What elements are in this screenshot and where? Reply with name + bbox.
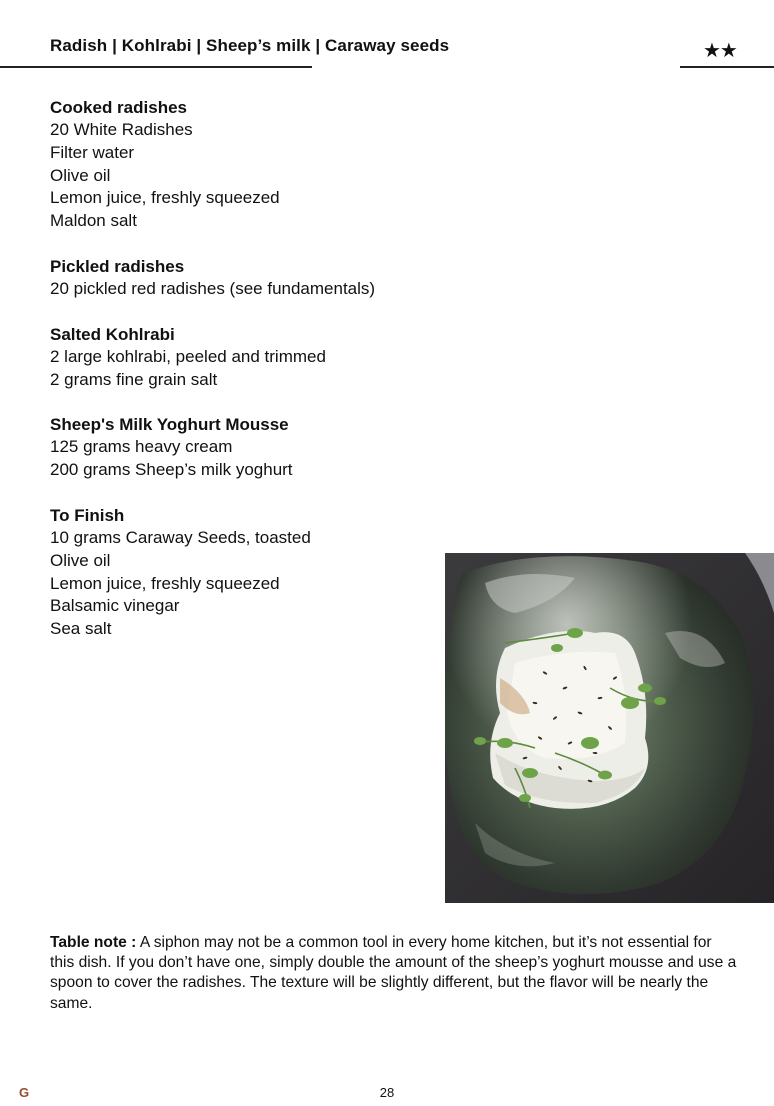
dish-photo [445,553,774,903]
ingredient-item: 2 large kohlrabi, peeled and trimmed [50,346,326,366]
ingredient-item: 10 grams Caraway Seeds, toasted [50,527,311,547]
ingredient-list [50,96,450,663]
ingredient-item: Lemon juice, freshly squeezed [50,573,280,593]
section-salted-kohlrabi [50,323,450,392]
ingredient-item: Balsamic vinegar [50,596,180,616]
section-title: Salted Kohlrabi [50,324,175,344]
ingredient-item: Olive oil [50,550,111,570]
header-divider-right [680,66,774,68]
table-note [50,933,740,1014]
section-yoghurt-mousse [50,413,450,482]
ingredient-item: 125 grams heavy cream [50,437,233,457]
ingredient-item: Lemon juice, freshly squeezed [50,188,280,208]
section-title: Cooked radishes [50,98,187,117]
table-note-label: Table note : [50,934,137,951]
page-number: 28 [379,1085,395,1100]
section-title: To Finish [50,505,125,525]
ingredient-item: Filter water [50,142,135,162]
brand-logo: G [19,1085,30,1100]
ingredient-item: 20 pickled red radishes (see fundamentals) [50,278,376,298]
section-to-finish [50,504,450,641]
section-pickled-radishes [50,255,450,301]
section-title: Pickled radishes [50,256,185,276]
ingredient-item: 2 grams fine grain salt [50,369,218,389]
header-divider-left [0,66,312,68]
ingredient-item: Maldon salt [50,211,137,231]
ingredient-item: Sea salt [50,619,112,639]
ingredient-item: Olive oil [50,165,111,185]
page-title: Radish | Kohlrabi | Sheep’s milk | Caraway seeds [50,36,450,55]
section-title: Sheep's Milk Yoghurt Mousse [50,415,289,435]
ingredient-item: 20 White Radishes [50,120,193,139]
section-cooked-radishes [50,96,450,233]
ingredient-item: 200 grams Sheep’s milk yoghurt [50,460,293,480]
table-note-text: A siphon may not be a common tool in every home kitchen, but it’s not essential for this dish. If you don’t have one, simply double the amount of the sheep’s yoghurt mousse and use a spoon to cover the radishes. The texture will be slightly different, but the flavor will be nearly the same. [50,934,737,1012]
difficulty-stars: ★★ [703,38,737,62]
